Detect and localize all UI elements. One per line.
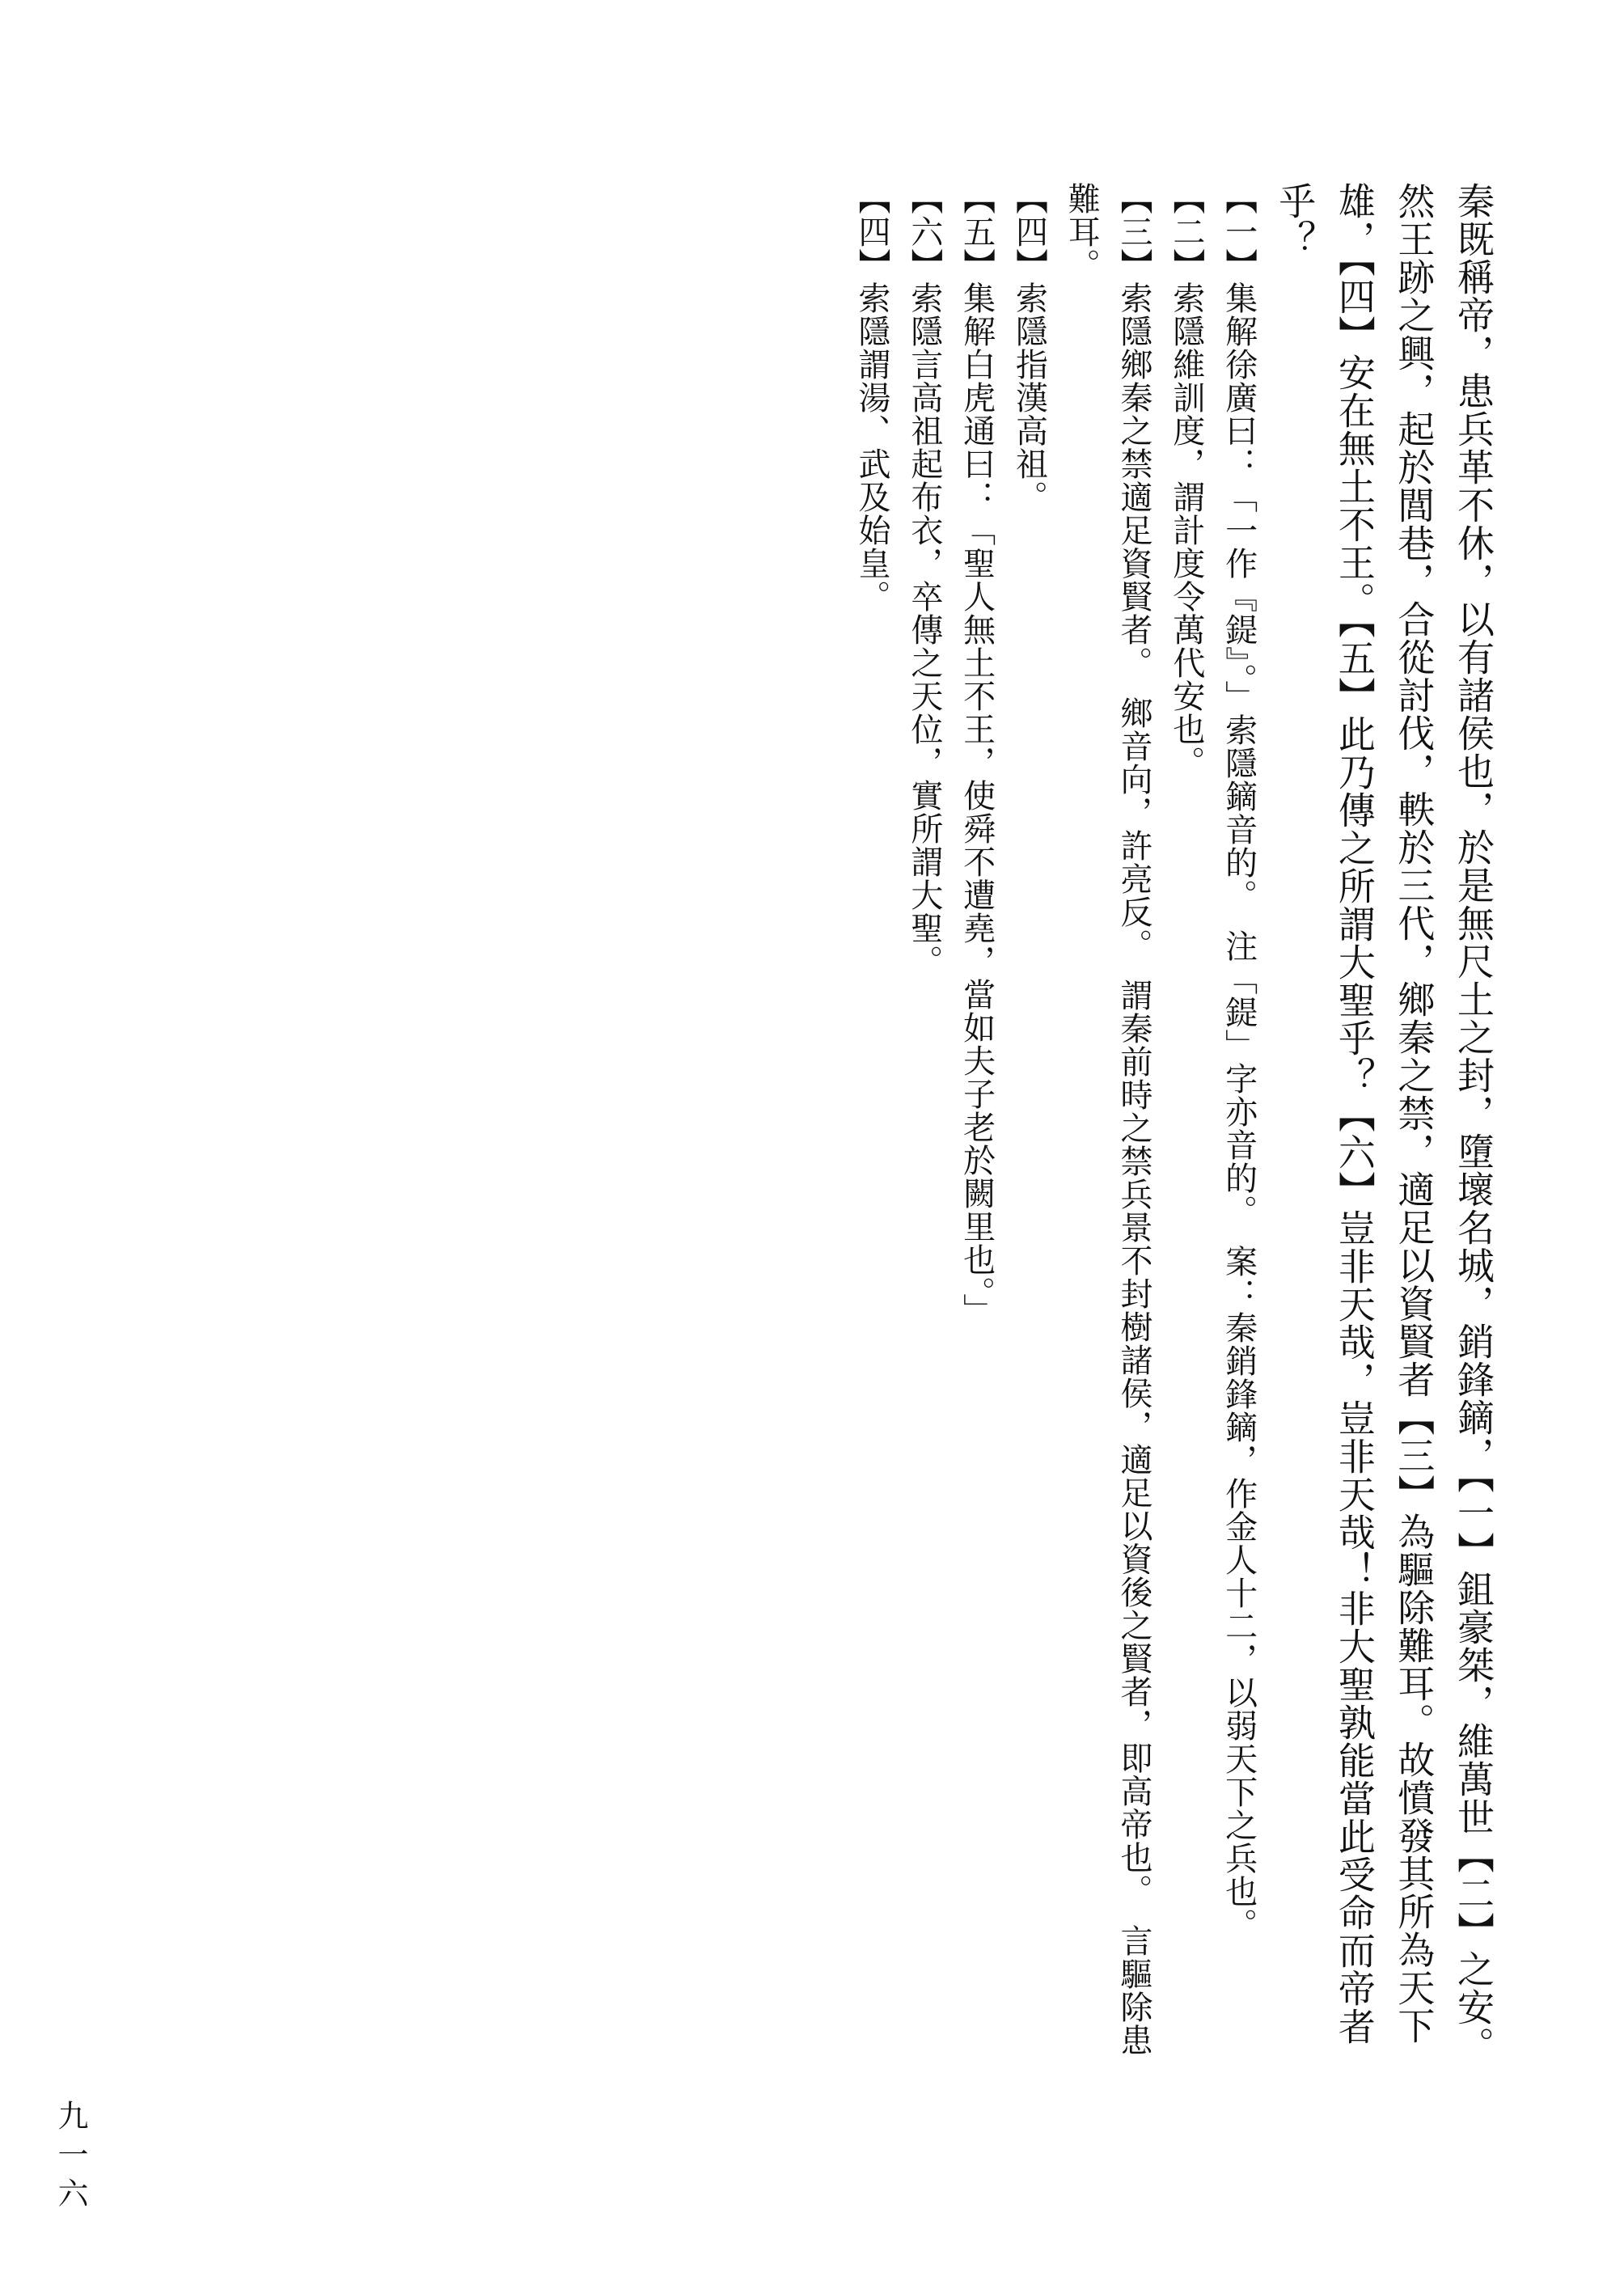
note-2-text: 索隱維訓度，謂計度令萬代安也。	[1167, 281, 1205, 779]
note-6	[898, 182, 950, 2075]
note-5-marker: 【五】	[958, 182, 996, 281]
note-4	[1003, 182, 1055, 2075]
note-1-text: 集解徐廣曰：「一作『鍉』。」索隱鏑音的。 注「鍉」字亦音的。 案：秦銷鋒鏑，作金人十二，以弱天下之兵也。	[1220, 281, 1258, 1941]
page-number: 九一六	[53, 2100, 88, 2216]
note-5-text: 集解白虎通曰：「聖人無土不王，使舜不遭堯，當如夫子老於闕里也。」	[958, 281, 996, 1326]
note-4-text: 索隱指漢高祖。	[1010, 281, 1048, 514]
note-1-marker: 【一】	[1220, 182, 1258, 281]
note-6-text: 索隱言高祖起布衣，卒傳之天位，實所謂大聖。	[905, 281, 943, 978]
note-6-marker: 【六】	[905, 182, 943, 281]
note-5	[950, 182, 1003, 2075]
note-2-marker: 【二】	[1167, 182, 1205, 281]
note-1	[1212, 182, 1265, 2075]
trailing-note-marker: 【四】	[853, 182, 891, 281]
trailing-note	[845, 182, 898, 2075]
main-paragraph: 秦既稱帝，患兵革不休，以有諸侯也，於是無尺土之封，墮壞名城，銷鋒鏑，【一】鉏豪桀，維萬世【二】之安。然王跡之興，起於閭巷，合從討伐，軼於三代，鄉秦之禁，適足以資賢者【三】為驅除難耳。故憤發其所為天下雄，【四】安在無土不王。【五】此乃傳之所謂大聖乎？【六】豈非天哉，豈非天哉！非大聖孰能當此受命而帝者乎？	[1273, 182, 1495, 2064]
trailing-note-text: 索隱謂湯、武及始皇。	[853, 281, 891, 613]
vertical-text-block	[128, 182, 1503, 2075]
note-3-text: 索隱鄉秦之禁適足資賢者。 鄉音向，許亮反。 謂秦前時之禁兵景不封樹諸侯，適足以資後之賢者，即高帝也。 言驅除患難耳。	[1063, 182, 1153, 2057]
note-4-marker: 【四】	[1010, 182, 1048, 281]
note-3-marker: 【三】	[1115, 182, 1153, 281]
note-3	[1055, 182, 1160, 2075]
note-2	[1160, 182, 1212, 2075]
